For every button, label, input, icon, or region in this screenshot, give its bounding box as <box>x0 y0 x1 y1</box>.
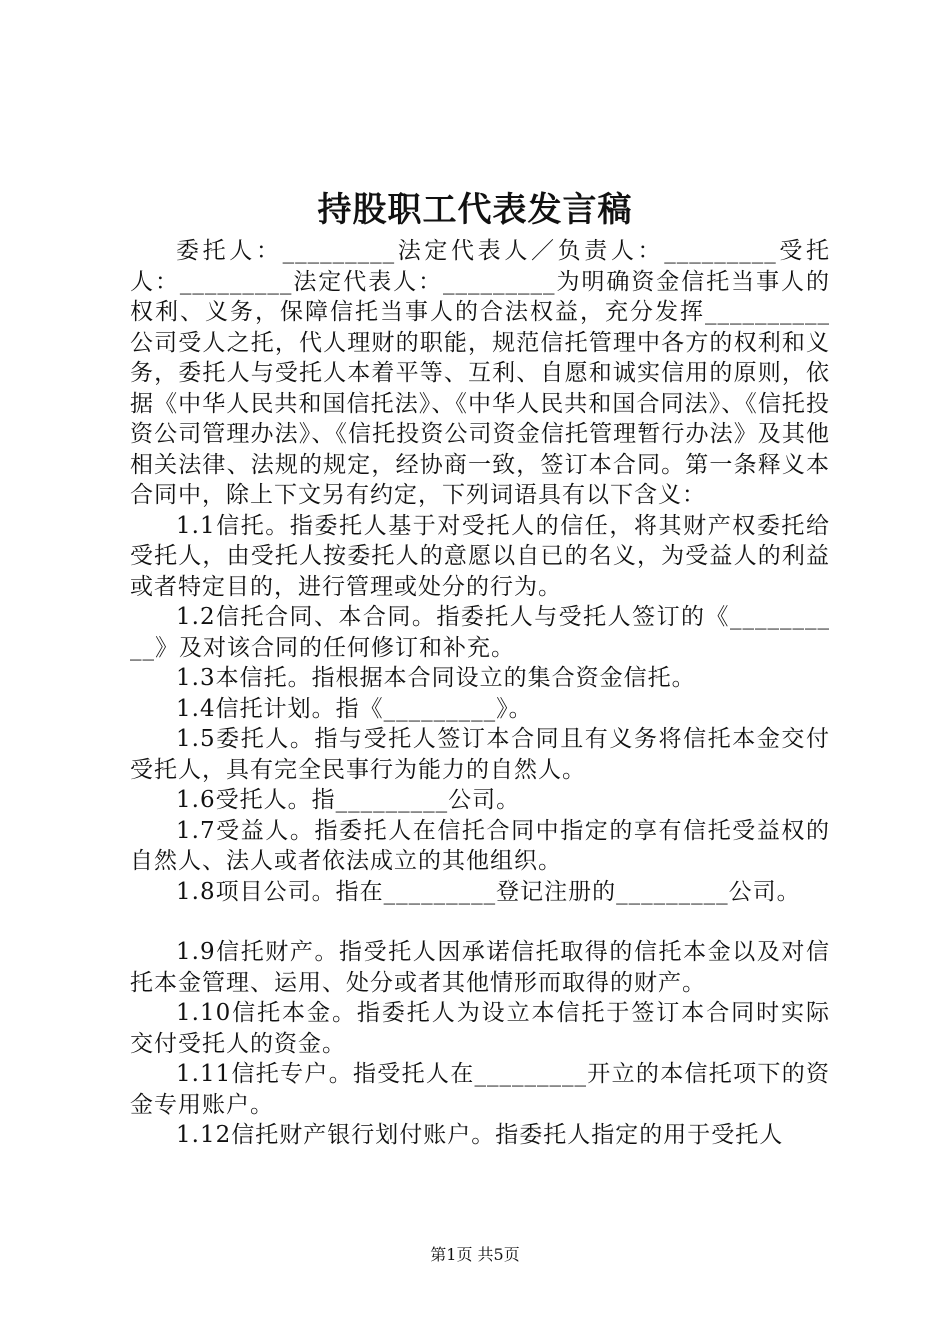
paragraph-1-11: 1.11信托专户。指受托人在_________开立的本信托项下的资金专用账户。 <box>130 1061 830 1118</box>
paragraph-1-10: 1.10信托本金。指委托人为设立本信托于签订本合同时实际交付受托人的资金。 <box>130 1000 830 1057</box>
paragraph-1-1: 1.1信托。指委托人基于对受托人的信任，将其财产权委托给受托人，由受托人按委托人的意愿以自已的名义，为受益人的利益或者特定目的，进行管理或处分的行为。 <box>130 512 830 600</box>
paragraph-1-5: 1.5委托人。指与受托人签订本合同且有义务将信托本金交付受托人，具有完全民事行为能力的自然人。 <box>130 726 830 783</box>
document-body <box>130 236 830 1151</box>
document-title: 持股职工代表发言稿 <box>317 190 633 230</box>
paragraph-1-9: 1.9信托财产。指受托人因承诺信托取得的信托本金以及对信托本金管理、运用、处分或者其他情形而取得的财产。 <box>130 939 830 996</box>
paragraph-1-12: 1.12信托财产银行划付账户。指委托人指定的用于受托人 <box>176 1122 784 1148</box>
paragraph-preamble: 委托人：_________法定代表人／负责人：_________受托人：_________法定代表人：_________为明确资金信托当事人的权利、义务，保障信托当事人的合法权益，充分发挥__________公司受人之托，代人理财的职能，规范信托管理中各方的权利和义务，委托人与受托人本着平等、互利、自愿和诚实信用的原则，依据《中华人民共和国信托法》、《中华人民共和国合同法》、《信托投资公司管理办法》、《信托投资公司资金信托管理暂行办法》及其他相关法律、法规的规定，经协商一致，签订本合同。第一条释义本合同中，除上下文另有约定，下列词语具有以下含义： <box>130 238 830 508</box>
paragraph-1-3: 1.3本信托。指根据本合同设立的集合资金信托。 <box>176 665 696 691</box>
paragraph-1-4: 1.4信托计划。指《_________》。 <box>176 695 533 722</box>
paragraph-1-8: 1.8项目公司。指在_________登记注册的_________公司。 <box>176 878 801 905</box>
paragraph-1-6: 1.6受托人。指_________公司。 <box>176 787 521 813</box>
paragraph-1-7: 1.7受益人。指委托人在信托合同中指定的享有信托受益权的自然人、法人或者依法成立的其他组织。 <box>130 817 830 874</box>
paragraph-1-2: 1.2信托合同、本合同。指委托人与受托人签订的《__________》及对该合同的任何修订和补充。 <box>130 604 830 661</box>
page-footer: 第1页 共5页 <box>430 1245 520 1264</box>
